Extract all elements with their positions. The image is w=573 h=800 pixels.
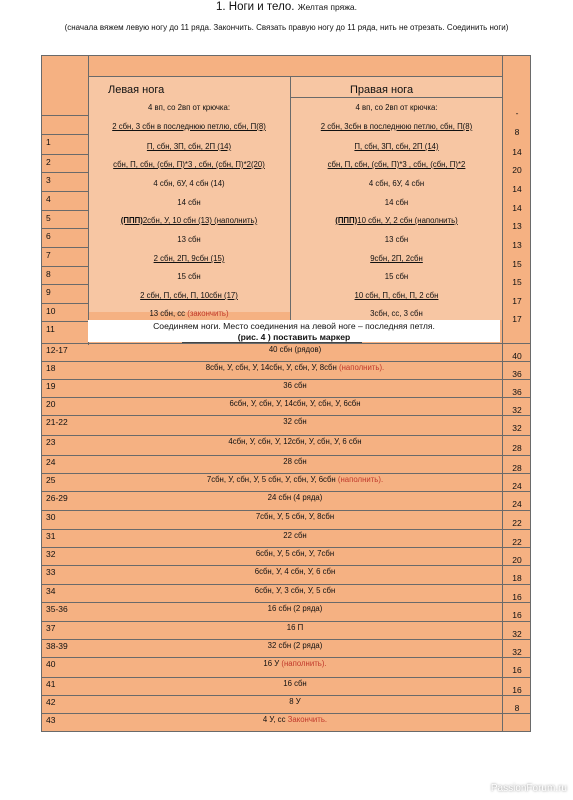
cell-text: 3сбн, сс, 3 сбн	[370, 309, 423, 318]
row-total: 36	[512, 369, 522, 379]
body-cell	[88, 549, 502, 558]
body-cell	[88, 345, 502, 354]
cell-text: 13 сбн	[177, 235, 201, 244]
page-title	[0, 0, 573, 14]
cell-text: 13 сбн	[384, 235, 409, 244]
watermark: PassionForum.ru	[490, 783, 567, 794]
table-row-line	[41, 584, 531, 585]
cell-bold-text: (ППП)	[120, 216, 143, 225]
row-number: 31	[46, 531, 56, 541]
row-total: 16	[512, 610, 522, 620]
body-cell	[88, 493, 502, 502]
body-cell	[88, 715, 502, 724]
cell-text: 22 сбн	[283, 531, 307, 540]
table-row-line	[41, 491, 531, 492]
row-total: 20	[512, 165, 522, 175]
row-total: 13	[512, 240, 522, 250]
left-leg-cell	[88, 122, 290, 131]
cell-note-red: (наполнить).	[281, 659, 327, 668]
cell-text: 16 сбн	[283, 679, 307, 688]
row-total: 32	[512, 405, 522, 415]
cell-text: 6сбн, У, 3 сбн, У, 5 сбн	[254, 586, 336, 595]
left-leg-cell	[88, 309, 290, 318]
row-total: 20	[512, 555, 522, 565]
cell-text: сбн, П, сбн, (сбн, П)*3 , сбн, (сбн, П)*2	[327, 160, 466, 169]
row-number: 34	[46, 586, 56, 596]
row-number: 20	[46, 399, 56, 409]
cell-text: 16 П	[286, 623, 304, 632]
right-leg-cell	[291, 122, 502, 131]
row-total: 16	[512, 592, 522, 602]
row-total: 14	[512, 147, 522, 157]
right-leg-cell	[291, 309, 502, 318]
cell-bold-text: (ППП)	[335, 216, 358, 225]
row-total: 24	[512, 481, 522, 491]
row-total: 32	[512, 629, 522, 639]
cell-text: 6сбн, У, 4 сбн, У, 6 сбн	[254, 567, 336, 576]
table-row-line	[41, 713, 531, 714]
row-number: 24	[46, 457, 56, 467]
cell-text: 32 сбн (2 ряда)	[267, 641, 323, 650]
marker-text: (рис. 4 ) поставить маркер	[237, 332, 351, 342]
cell-text: 15 сбн	[384, 272, 409, 281]
cell-text: 8сбн, У, сбн, У, 14сбн, У, сбн, У, 8сбн	[205, 363, 337, 372]
cell-text: 7сбн, У, 5 сбн, У, 8сбн	[255, 512, 335, 521]
cell-text: 10 сбн, У, 2 сбн (наполнить)	[357, 216, 458, 225]
table-row-line	[41, 115, 88, 116]
cell-text: 24 сбн (4 ряда)	[267, 493, 323, 502]
row-number: 3	[46, 175, 51, 185]
row-number: 25	[46, 475, 56, 485]
grid-row-line	[290, 97, 502, 98]
cell-text: 4 У, сс	[262, 715, 286, 724]
table-row-line	[41, 361, 531, 362]
row-total: 8	[514, 703, 520, 713]
body-cell	[88, 567, 502, 576]
cell-note-red: (наполнить).	[338, 363, 385, 372]
cell-text: 6сбн, У, 5 сбн, У, 7сбн	[255, 549, 335, 558]
row-total: 18	[512, 573, 522, 583]
row-total: 13	[512, 221, 522, 231]
table-row-line	[41, 547, 531, 548]
cell-text: 2 сбн, 3 сбн в последнюю петлю, сбн, П(8)	[112, 122, 266, 131]
row-number: 1	[46, 137, 51, 147]
row-total: 15	[512, 259, 522, 269]
cell-text: 28 сбн	[283, 457, 307, 466]
table-row-line	[41, 473, 531, 474]
body-cell	[88, 437, 502, 446]
body-cell	[88, 363, 502, 372]
row-number: 12-17	[46, 345, 68, 355]
row-number: 33	[46, 567, 56, 577]
cell-text: 16 сбн (2 ряда)	[267, 604, 323, 613]
row-number: 32	[46, 549, 56, 559]
row-number: 7	[46, 250, 51, 260]
right-leg-cell	[291, 235, 502, 244]
row-total: 8	[514, 127, 520, 137]
right-leg-cell	[291, 103, 502, 112]
cell-text: 2сбн, У, 10 сбн (13) (наполнить)	[142, 216, 258, 225]
row-total: 36	[512, 387, 522, 397]
table-row-line	[41, 677, 531, 678]
cell-text: 9сбн, 2П, 2сбн	[370, 254, 423, 263]
cell-text: 14 сбн	[384, 198, 409, 207]
cell-text: П, сбн, 3П, сбн, 2П (14)	[354, 142, 439, 151]
body-cell	[88, 623, 502, 632]
right-leg-cell	[291, 160, 502, 169]
row-total: 28	[512, 443, 522, 453]
title-text: 1. Ноги и тело.	[216, 1, 295, 13]
body-cell	[88, 417, 502, 426]
row-number: 9	[46, 287, 51, 297]
body-cell	[88, 679, 502, 688]
right-leg-header: Правая нога	[350, 84, 414, 96]
cell-text: 13 сбн, сс	[149, 309, 186, 318]
table-row-line	[41, 695, 531, 696]
row-number: 30	[46, 512, 56, 522]
table-row-line	[41, 397, 531, 398]
row-total: -	[515, 108, 519, 118]
table-row-line	[41, 191, 88, 192]
table-row-line	[41, 154, 88, 155]
body-cell	[88, 457, 502, 466]
yarn-note: Желтая пряжа.	[297, 2, 357, 12]
cell-text: 10 сбн, П, сбн, П, 2 сбн	[354, 291, 439, 300]
cell-text: 15 сбн	[177, 272, 201, 281]
table-row-line	[41, 247, 88, 248]
cell-text: 16 У	[263, 659, 280, 668]
row-number: 8	[46, 269, 51, 279]
cell-text: 4сбн, У, сбн, У, 12сбн, У, сбн, У, 6 сбн	[228, 437, 362, 446]
table-row-line	[41, 435, 531, 436]
row-total: 16	[512, 685, 522, 695]
right-leg-cell	[291, 254, 502, 263]
grid-vline	[41, 55, 42, 732]
cell-text: 7сбн, У, сбн, У, 5 сбн, У, сбн, У, 6сбн	[206, 475, 336, 484]
row-number: 6	[46, 231, 51, 241]
cell-text: 2 сбн, 3сбн в последнюю петлю, сбн, П(8)	[320, 122, 473, 131]
row-total: 15	[512, 277, 522, 287]
body-cell	[88, 531, 502, 540]
table-row-line	[41, 639, 531, 640]
row-number: 35-36	[46, 604, 68, 614]
table-row-line	[41, 303, 88, 304]
cell-text: 2 сбн, П, сбн, П, 10сбн (17)	[140, 291, 238, 300]
body-cell	[88, 659, 502, 668]
left-leg-cell	[88, 254, 290, 263]
right-leg-cell	[291, 179, 502, 188]
cell-note-red: Закончить.	[287, 715, 328, 724]
row-number: 38-39	[46, 641, 68, 651]
row-number: 11	[46, 324, 55, 334]
row-number: 37	[46, 623, 56, 633]
body-cell	[88, 475, 502, 484]
right-leg-cell	[291, 272, 502, 281]
cell-text: 40 сбн (рядов)	[268, 345, 322, 354]
row-number: 19	[46, 381, 56, 391]
table-row-line	[41, 565, 531, 566]
table-row-line	[41, 321, 88, 322]
right-leg-cell	[291, 216, 502, 225]
body-cell	[88, 381, 502, 390]
row-total: 40	[512, 351, 522, 361]
left-leg-cell	[88, 216, 290, 225]
cell-text: 4 сбн, 6У, 4 сбн (14)	[153, 179, 225, 188]
body-cell	[88, 604, 502, 613]
table-row-line	[41, 228, 88, 229]
row-number: 2	[46, 157, 51, 167]
row-total: 14	[512, 203, 522, 213]
instruction-note: (сначала вяжем левую ногу до 11 ряда. Закончить. Связать правую ногу до 11 ряда, нить не отрезать. Соединить ноги)	[64, 23, 509, 32]
table-row-line	[41, 415, 531, 416]
row-total: 32	[512, 647, 522, 657]
cell-text: 6сбн, У, сбн, У, 14сбн, У, сбн, У, 6сбн	[229, 399, 361, 408]
cell-text: сбн, П, сбн, (сбн, П)*3 , сбн, (сбн, П)*2(20)	[113, 160, 265, 169]
row-number: 26-29	[46, 493, 68, 503]
left-leg-cell	[88, 160, 290, 169]
row-total: 17	[512, 296, 522, 306]
left-leg-cell	[88, 142, 290, 151]
row-total: 16	[512, 665, 522, 675]
left-leg-cell	[88, 179, 290, 188]
body-cell	[88, 641, 502, 650]
left-leg-cell	[88, 198, 290, 207]
left-leg-cell	[88, 103, 290, 112]
row-total: 14	[512, 184, 522, 194]
body-cell	[88, 697, 502, 706]
table-row-line	[41, 621, 531, 622]
table-row-line	[41, 529, 531, 530]
row-number: 43	[46, 715, 56, 725]
body-cell	[88, 399, 502, 408]
row-number: 18	[46, 363, 56, 373]
row-number: 42	[46, 697, 56, 707]
cell-text: 2 сбн, 2П, 9сбн (15)	[153, 254, 225, 263]
table-row-line	[41, 134, 88, 135]
cell-text: 4 сбн, 6У, 4 сбн	[368, 179, 425, 188]
row-total: 28	[512, 463, 522, 473]
row-number: 41	[46, 679, 56, 689]
table-row-line	[41, 210, 88, 211]
grid-row-line	[88, 76, 502, 77]
left-leg-header: Левая нога	[108, 84, 165, 96]
cell-text: 8 У	[289, 697, 301, 706]
cell-text: 36 сбн	[283, 381, 307, 390]
row-total: 32	[512, 423, 522, 433]
cell-text: 32 сбн	[283, 417, 307, 426]
row-number: 21-22	[46, 417, 68, 427]
table-row-line	[41, 266, 88, 267]
table-row-line	[41, 657, 531, 658]
left-leg-cell	[88, 235, 290, 244]
row-number: 10	[46, 306, 56, 316]
table-row-line	[41, 602, 531, 603]
body-cell	[88, 512, 502, 521]
left-leg-cell	[88, 291, 290, 300]
row-number: 5	[46, 213, 51, 223]
table-row-line	[41, 455, 531, 456]
row-total: 22	[512, 537, 522, 547]
cell-text: 14 сбн	[177, 198, 201, 207]
row-number: 4	[46, 194, 51, 204]
body-cell	[88, 586, 502, 595]
join-text: Соединяем ноги. Место соединения на левой ноге – последняя петля.	[153, 321, 435, 331]
right-leg-cell	[291, 291, 502, 300]
cell-text: П, сбн, 3П, сбн, 2П (14)	[146, 142, 232, 151]
cell-text: 4 вп, со 2вп от крючка:	[355, 103, 438, 112]
row-total: 24	[512, 499, 522, 509]
cell-text: 4 вп, со 2вп от крючка:	[147, 103, 231, 112]
row-number: 40	[46, 659, 56, 669]
table-row-line	[41, 379, 531, 380]
table-row-line	[41, 172, 88, 173]
table-row-line	[41, 284, 88, 285]
row-total: 22	[512, 518, 522, 528]
table-row-line	[41, 510, 531, 511]
table-row-line	[41, 343, 531, 344]
right-leg-cell	[291, 142, 502, 151]
cell-note-red: (наполнить).	[337, 475, 384, 484]
row-number: 23	[46, 437, 56, 447]
cell-note-red: (закончить)	[187, 309, 229, 318]
row-total: 17	[512, 314, 522, 324]
left-leg-cell	[88, 272, 290, 281]
right-leg-cell	[291, 198, 502, 207]
